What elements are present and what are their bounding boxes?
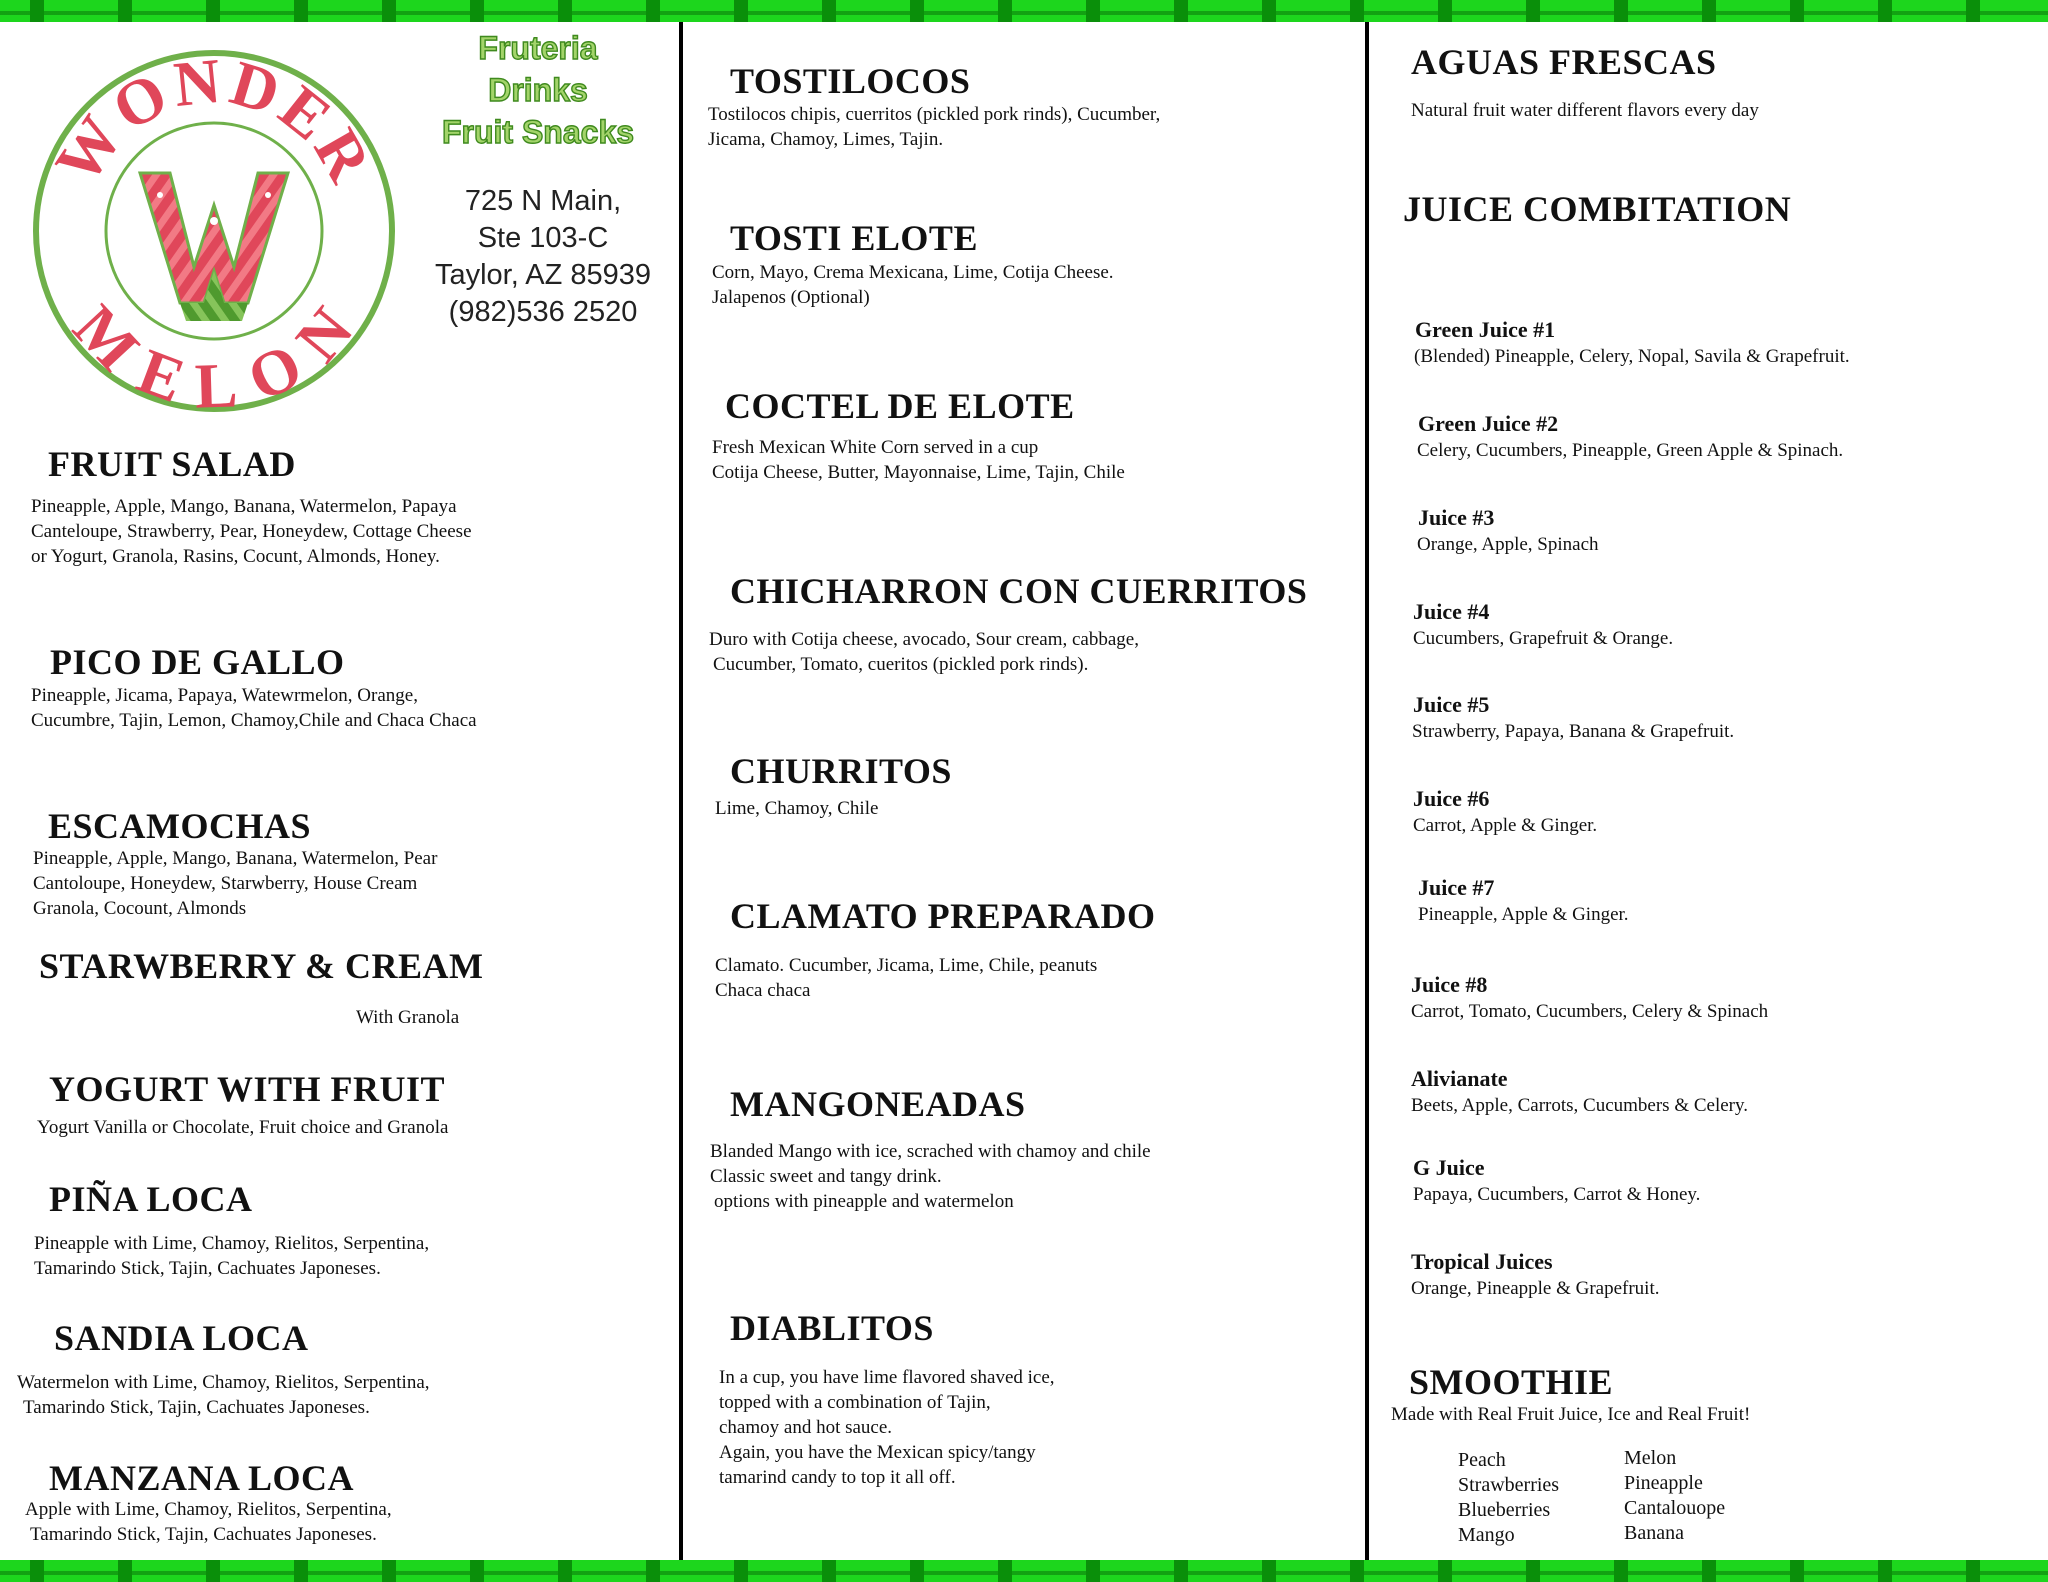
section-title-sandia-loca: SANDIA LOCA (54, 1318, 309, 1358)
address-phone: (982)536 2520 (448, 296, 638, 328)
juice-name: Green Juice #2 (1418, 411, 1559, 436)
column-divider-1 (679, 22, 683, 1560)
smoothie-flavor: Peach (1458, 1449, 1506, 1471)
smoothie-subtitle: Made with Real Fruit Juice, Ice and Real Fruit! (1391, 1404, 1751, 1425)
section-desc-manzana-loca: Apple with Lime, Chamoy, Rielitos, Serpentina, Tamarindo Stick, Tajin, Cachuates Japoneses. (25, 1499, 392, 1545)
section-title-escamochas: ESCAMOCHAS (48, 806, 312, 846)
section-desc-tostilocos: Tostilocos chipis, cuerritos (pickled pork rinds), Cucumber, Jicama, Chamoy, Limes, Tajin. (708, 104, 1161, 150)
section-title-strawberry-cream: STARWBERRY & CREAM (39, 946, 484, 986)
juice-name: Alivianate (1411, 1066, 1508, 1091)
section-desc-escamochas: Pineapple, Apple, Mango, Banana, Watermelon, Pear Cantoloupe, Honeydew, Starwberry, House Cream Granola, Cocount, Almonds (33, 848, 438, 919)
tagline-fruit-snacks: Fruit Snacks (441, 114, 635, 150)
section-title-pina-loca: PIÑA LOCA (49, 1179, 253, 1219)
section-desc-tosti-elote: Corn, Mayo, Crema Mexicana, Lime, Cotija Cheese. Jalapenos (Optional) (712, 262, 1114, 308)
juice-desc: Carrot, Tomato, Cucumbers, Celery & Spinach (1411, 1001, 1769, 1022)
juice-name: Juice #5 (1413, 692, 1490, 717)
top-decorative-border (0, 0, 2048, 22)
juice-name: G Juice (1413, 1155, 1485, 1180)
juice-name: Tropical Juices (1411, 1249, 1553, 1274)
section-desc-clamato-preparado: Clamato. Cucumber, Jicama, Lime, Chile, peanuts Chaca chaca (715, 955, 1098, 1001)
section-title-manzana-loca: MANZANA LOCA (49, 1458, 355, 1498)
juice-desc: Strawberry, Papaya, Banana & Grapefruit. (1412, 721, 1735, 742)
section-desc-coctel-de-elote: Fresh Mexican White Corn served in a cup Cotija Cheese, Butter, Mayonnaise, Lime, Tajin, Chile (712, 437, 1125, 483)
juice-desc: Carrot, Apple & Ginger. (1413, 815, 1598, 836)
section-desc-pico-de-gallo: Pineapple, Jicama, Papaya, Watewrmelon, Orange, Cucumbre, Tajin, Lemon, Chamoy,Chile and Chaca Chaca (31, 685, 477, 731)
section-title-coctel-de-elote: COCTEL DE ELOTE (725, 386, 1075, 426)
tagline-drinks: Drinks (488, 72, 588, 108)
juice-name: Juice #8 (1411, 972, 1488, 997)
juice-name: Juice #6 (1413, 786, 1490, 811)
bottom-decorative-border (0, 1560, 2048, 1582)
section-desc-diablitos: In a cup, you have lime flavored shaved ice, topped with a combination of Tajin, chamoy and hot sauce. Again, you have the Mexican spicy/tangy tamarind candy to top it all off. (719, 1367, 1055, 1488)
section-title-aguas-frescas: AGUAS FRESCAS (1411, 42, 1717, 82)
address-suite: Ste 103-C (477, 222, 609, 254)
juice-desc: (Blended) Pineapple, Celery, Nopal, Savila & Grapefruit. (1414, 346, 1850, 367)
juice-name: Juice #4 (1413, 599, 1490, 624)
smoothie-flavor: Cantalouope (1624, 1497, 1726, 1519)
section-title-churritos: CHURRITOS (730, 751, 952, 791)
section-title-smoothie: SMOOTHIE (1409, 1362, 1614, 1402)
smoothie-flavor: Blueberries (1458, 1499, 1551, 1521)
smoothie-flavor: Banana (1624, 1522, 1684, 1544)
section-title-tostilocos: TOSTILOCOS (730, 61, 971, 101)
section-title-diablitos: DIABLITOS (730, 1308, 934, 1348)
smoothie-flavor: Pineapple (1624, 1472, 1703, 1494)
column-divider-2 (1365, 22, 1369, 1560)
juice-desc: Pineapple, Apple & Ginger. (1418, 904, 1629, 925)
juice-name: Juice #7 (1418, 875, 1495, 900)
smoothie-flavors-right (1624, 1446, 1725, 1546)
section-title-clamato-preparado: CLAMATO PREPARADO (730, 896, 1156, 936)
section-title-pico-de-gallo: PICO DE GALLO (50, 642, 345, 682)
section-desc-aguas-frescas: Natural fruit water different flavors every day (1411, 100, 1759, 121)
wonder-melon-logo (28, 45, 400, 417)
section-title-yogurt-with-fruit: YOGURT WITH FRUIT (49, 1069, 445, 1109)
juice-name: Green Juice #1 (1415, 317, 1556, 342)
section-desc-sandia-loca: Watermelon with Lime, Chamoy, Rielitos, Serpentina, Tamarindo Stick, Tajin, Cachuates Japoneses. (17, 1372, 430, 1418)
juice-desc: Celery, Cucumbers, Pineapple, Green Apple & Spinach. (1417, 440, 1844, 461)
juice-desc: Orange, Apple, Spinach (1417, 534, 1599, 555)
section-desc-mangoneadas: Blanded Mango with ice, scrached with chamoy and chile Classic sweet and tangy drink. options with pineapple and watermelon (710, 1141, 1151, 1212)
logo-top-text: WONDER (41, 45, 388, 197)
smoothie-flavor: Melon (1624, 1447, 1677, 1469)
section-desc-strawberry-cream: With Granola (356, 1007, 460, 1028)
section-title-juice-combitation: JUICE COMBITATION (1403, 189, 1792, 229)
section-title-tosti-elote: TOSTI ELOTE (730, 218, 978, 258)
section-desc-churritos: Lime, Chamoy, Chile (715, 798, 879, 819)
section-desc-chicharron-con-cuerritos: Duro with Cotija cheese, avocado, Sour cream, cabbage, Cucumber, Tomato, cueritos (pickled pork rinds). (709, 629, 1139, 675)
juice-name: Juice #3 (1418, 505, 1495, 530)
smoothie-flavor: Mango (1458, 1524, 1515, 1546)
tagline-fruteria: Fruteria (478, 30, 598, 66)
store-address (418, 183, 668, 331)
section-desc-pina-loca: Pineapple with Lime, Chamoy, Rielitos, Serpentina, Tamarindo Stick, Tajin, Cachuates Japoneses. (34, 1233, 430, 1279)
brand-tagline (428, 27, 648, 153)
section-title-mangoneadas: MANGONEADAS (730, 1084, 1026, 1124)
address-city: Taylor, AZ 85939 (434, 259, 652, 291)
logo-bottom-text: MELON (60, 290, 369, 417)
juice-desc: Beets, Apple, Carrots, Cucumbers & Celery. (1411, 1095, 1749, 1116)
section-desc-fruit-salad: Pineapple, Apple, Mango, Banana, Watermelon, Papaya Canteloupe, Strawberry, Pear, Honeydew, Cottage Cheese or Yogurt, Granola, Rasins, Cocunt, Almonds, Honey. (31, 496, 472, 567)
address-street: 725 N Main, (464, 185, 622, 217)
smoothie-flavors-left (1458, 1448, 1559, 1548)
svg-text:WONDER (41, 45, 387, 196)
juice-desc: Papaya, Cucumbers, Carrot & Honey. (1413, 1184, 1701, 1205)
section-title-chicharron-con-cuerritos: CHICHARRON CON CUERRITOS (730, 571, 1308, 611)
section-title-fruit-salad: FRUIT SALAD (48, 444, 296, 484)
juice-desc: Cucumbers, Grapefruit & Orange. (1413, 628, 1674, 649)
smoothie-flavor: Strawberries (1458, 1474, 1560, 1496)
section-desc-yogurt-with-fruit: Yogurt Vanilla or Chocolate, Fruit choice and Granola (37, 1117, 449, 1138)
juice-desc: Orange, Pineapple & Grapefruit. (1411, 1278, 1660, 1299)
